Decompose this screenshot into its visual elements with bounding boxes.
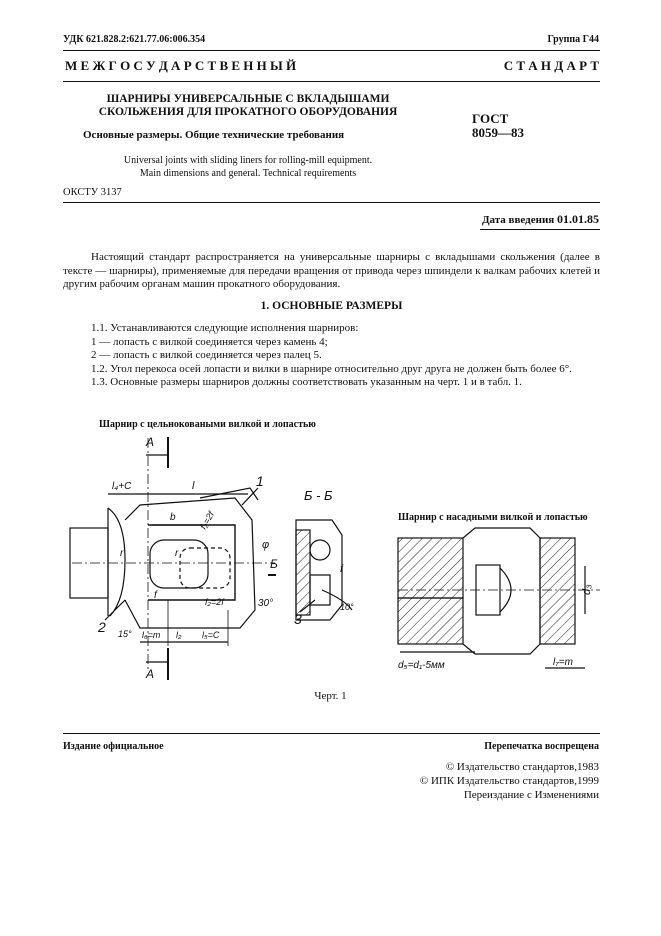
label-l: l [192, 480, 195, 492]
standard-label: С Т А Н Д А Р Т [503, 58, 599, 73]
label-f2f: f₂=2f [198, 509, 217, 531]
item-1-1-b: 2 — лопасть с вилкой соединяется через палец 5. [91, 349, 322, 361]
title-en-line-2: Main dimensions and general. Technical requirements [139, 168, 357, 179]
label-l6m: l₆=m [142, 630, 161, 640]
figure-caption-right: Шарнир с насадными вилкой и лопастью [398, 512, 588, 523]
label-l7m: l₇=m [553, 657, 573, 668]
section-1-heading: 1. ОСНОВНЫЕ РАЗМЕРЫ [260, 300, 403, 312]
label-num-2: 2 [98, 619, 106, 635]
label-r: r [120, 548, 124, 559]
label-f: f [340, 564, 343, 575]
gost-number: 8059—83 [472, 125, 524, 140]
label-l2: l₂ [176, 630, 182, 640]
interstate-label: М Е Ж Г О С У Д А Р С Т В Е Н Н Ы Й [65, 58, 297, 73]
label-b-dim: b [170, 512, 176, 523]
copyright-block [420, 760, 599, 802]
liner-outline [150, 540, 208, 588]
oksty-code: ОКСТУ 3137 [63, 187, 122, 198]
label-f2f-2: f₂=2f [205, 597, 224, 607]
label-l5c: l₅=C [202, 630, 220, 640]
label-r2: r [175, 548, 179, 559]
gost-label: ГОСТ [472, 111, 509, 126]
item-1-1: 1.1. Устанавливаются следующие исполнения шарниров: [91, 322, 359, 334]
section-bb-pin [310, 540, 330, 560]
title-en-line-1: Universal joints with sliding liners for rolling-mill equipment. [123, 155, 373, 166]
label-15: 15° [118, 629, 132, 639]
copyright-1983: © Издательство стандартов,1983 [445, 761, 599, 773]
item-1-2: 1.2. Угол перекоса осей лопасти и вилки в шарнире относительно друг друга не должен быть более 6°. [91, 362, 572, 375]
label-b: Б [270, 557, 278, 571]
udk-code: УДК 621.828.2:621.77.06:006.354 [63, 34, 206, 45]
item-1-3: 1.3. Основные размеры шарниров должны соответствовать указанным на черт. 1 и в табл. 1. [91, 376, 522, 388]
blade-outline [148, 525, 235, 600]
label-30: 30° [258, 598, 274, 609]
official-edition: Издание официальное [63, 741, 164, 752]
section-bb-hatch [296, 530, 310, 615]
item-1-1-a: 1 — лопасть с вилкой соединяется через камень 4; [91, 335, 328, 348]
right-coupling [463, 528, 540, 654]
figure-caption-left: Шарнир с цельноковаными вилкой и лопастью [99, 419, 316, 430]
group-code: Группа Г44 [547, 34, 599, 45]
section-bb-liner [310, 575, 330, 605]
date-value: 01.01.85 [557, 212, 599, 226]
label-d3: d₃ [581, 584, 593, 595]
figure-caption: Черт. 1 [314, 690, 347, 702]
intro-paragraph: Настоящий стандарт распространяется на универсальные шарниры с вкладышами скольжения (далее в тексте — шарниры), применяемые для передачи вращения от привода через шпиндели к валкам рабочих клетей и другим рабочим органам машин прокатного оборудования. [63, 251, 600, 290]
right-shaft-left-lower [398, 598, 463, 644]
label-d5: d₅=d₁-5мм [398, 660, 445, 671]
label-bb: Б - Б [304, 488, 333, 503]
footer-rule [63, 733, 600, 734]
label-a-bottom: А [146, 667, 155, 681]
title-line-1: ШАРНИРЫ УНИВЕРСАЛЬНЫЕ С ВКЛАДЫШАМИ [106, 93, 390, 105]
title-line-2: СКОЛЬЖЕНИЯ ДЛЯ ПРОКАТНОГО ОБОРУДОВАНИЯ [98, 106, 398, 118]
label-f3: f [154, 590, 157, 601]
label-10: 10° [340, 602, 354, 612]
label-num-3: 3 [294, 611, 302, 627]
flange-curve [108, 508, 125, 616]
reprint-prohibited: Перепечатка воспрещена [484, 741, 599, 752]
label-a-top: А [146, 435, 155, 449]
right-shaft-left [398, 538, 463, 598]
label-phi: φ [262, 539, 270, 551]
label-l4c: l₄+С [112, 481, 132, 492]
right-shaft-right [540, 538, 575, 644]
reissue-note: Переиздание с Изменениями [463, 789, 599, 801]
copyright-1999: © ИПК Издательство стандартов,1999 [419, 775, 599, 787]
date-label: Дата введения [481, 214, 555, 226]
title-subtitle: Основные размеры. Общие технические требования [83, 129, 345, 141]
label-num-1: 1 [256, 473, 264, 489]
